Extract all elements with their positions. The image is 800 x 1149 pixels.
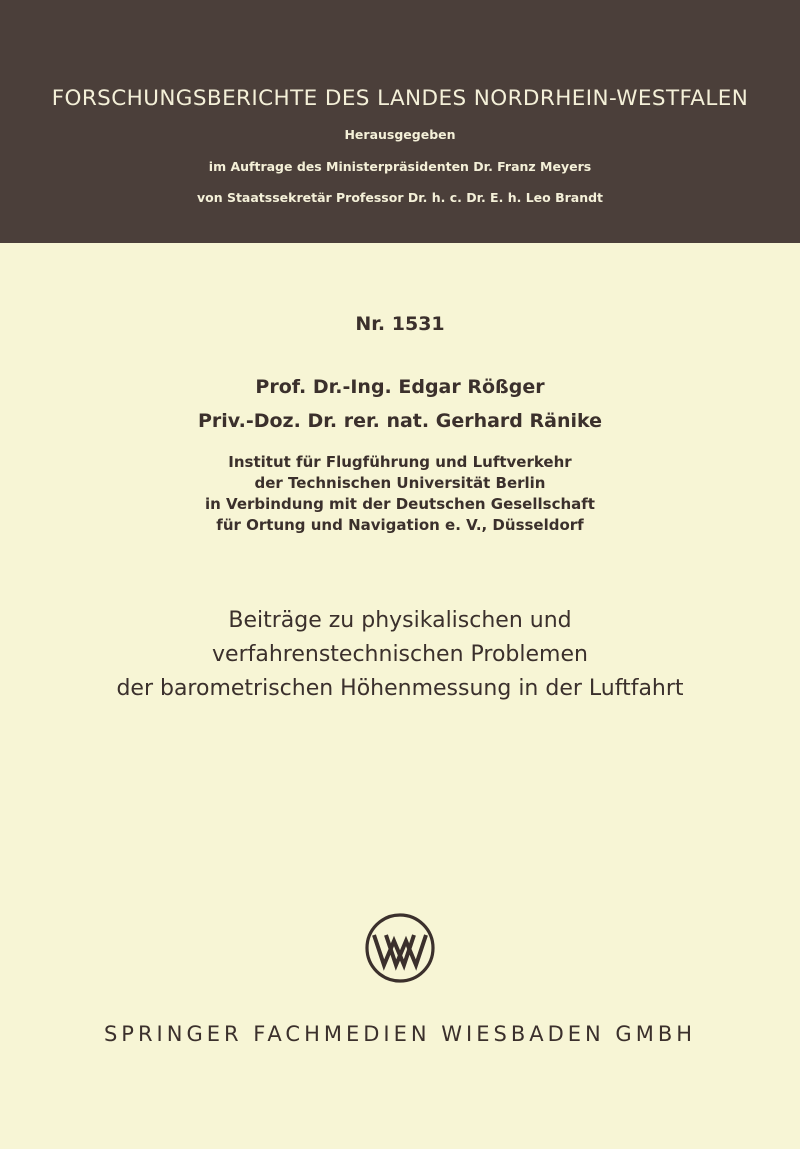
institute-line-4: für Ortung und Navigation e. V., Düsseldorf [216,516,584,534]
institute-line-1: Institut für Flugführung und Luftverkehr [228,453,572,471]
institute-line-3: in Verbindung mit der Deutschen Gesellschaft [205,495,595,513]
title-line-3: der barometrischen Höhenmessung in der Luftfahrt [116,676,684,701]
publisher-name: SPRINGER FACHMEDIEN WIESBADEN GMBH [103,1022,697,1046]
header-commission-line: im Auftrage des Ministerpräsidenten Dr. Franz Meyers [208,159,592,174]
author-1: Prof. Dr.-Ing. Edgar Rößger [255,376,545,398]
title-line-2: verfahrenstechnischen Problemen [212,642,588,667]
series-title: FORSCHUNGSBERICHTE DES LANDES NORDRHEIN-WESTFALEN [51,86,749,111]
book-title [0,604,800,706]
title-line-1: Beiträge zu physikalischen und [228,608,572,633]
report-number: Nr. 1531 [355,313,445,335]
header-editor-label: Herausgegeben [344,127,456,142]
institute-block [0,452,800,536]
publisher-logo-icon [364,912,436,984]
institute-line-2: der Technischen Universität Berlin [254,474,546,492]
header-band [0,0,800,243]
header-editor-line: von Staatssekretär Professor Dr. h. c. Dr. E. h. Leo Brandt [196,190,604,205]
author-2: Priv.-Doz. Dr. rer. nat. Gerhard Ränike [197,410,603,432]
